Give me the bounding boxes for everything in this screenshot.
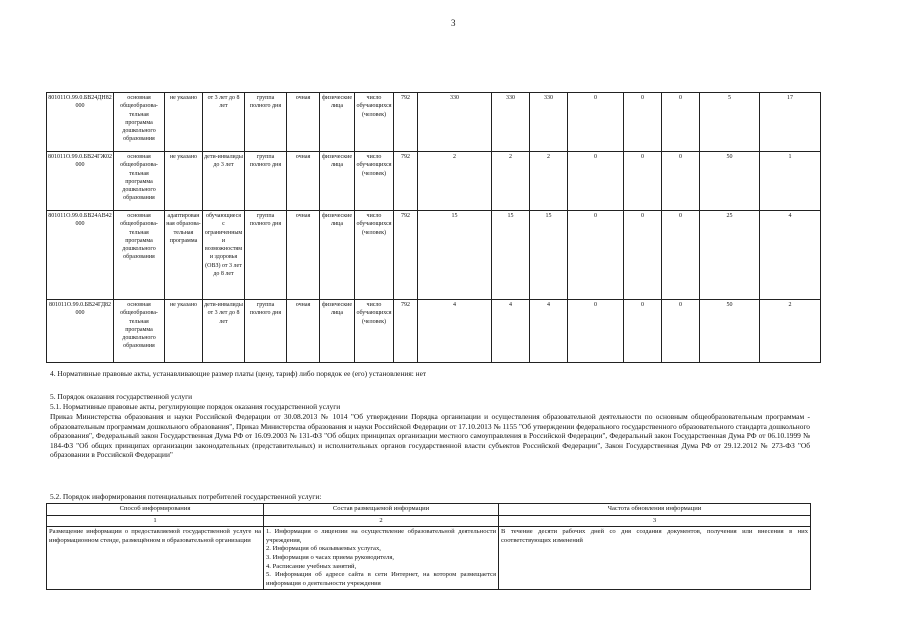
cell-age: дети-инвалиды от 3 лет до 8 лет bbox=[203, 300, 245, 363]
info-header-content: Состав размещаемой информации bbox=[264, 504, 499, 516]
cell-v1: 4 bbox=[418, 300, 492, 363]
cell-v2: 4 bbox=[492, 300, 530, 363]
cell-code: 801011О.99.0.БВ24ДН82000 bbox=[47, 93, 114, 152]
info-frequency-cell: В течение десяти рабочих дней со дня создания документов, получения или внесения в них соответствующих изменений bbox=[499, 527, 811, 590]
info-method-cell: Размещение информации о предоставляемой государственной услуге на информационном стенде, размещённом в образовательной организации bbox=[47, 527, 264, 590]
cell-v5: 0 bbox=[624, 300, 662, 363]
cell-indicator: число обучающихся (человек) bbox=[355, 300, 394, 363]
cell-code: 801011О.99.0.БВ24ГЖ02000 bbox=[47, 152, 114, 211]
cell-persons: физические лица bbox=[320, 211, 355, 300]
cell-v1: 15 bbox=[418, 211, 492, 300]
table-row bbox=[47, 211, 821, 300]
cell-v3: 4 bbox=[530, 300, 568, 363]
cell-age: от 3 лет до 8 лет bbox=[203, 93, 245, 152]
info-col-number: 3 bbox=[499, 515, 811, 527]
service-volume-table bbox=[46, 92, 821, 363]
cell-category: не указано bbox=[165, 152, 203, 211]
cell-v7: 50 bbox=[700, 300, 760, 363]
cell-indicator: число обучающихся (человек) bbox=[355, 152, 394, 211]
section-5-2-title: 5.2. Порядок информирования потенциальных потребителей государственной услуги: bbox=[50, 492, 322, 501]
cell-category: адаптированная образова-тельная программа bbox=[165, 211, 203, 300]
cell-form: очная bbox=[287, 152, 320, 211]
cell-v8: 2 bbox=[760, 300, 821, 363]
cell-v8: 17 bbox=[760, 93, 821, 152]
cell-program: основная общеобразова-тельная программа дошкольного образования bbox=[114, 93, 165, 152]
cell-okei: 792 bbox=[394, 211, 418, 300]
cell-v3: 330 bbox=[530, 93, 568, 152]
cell-v1: 330 bbox=[418, 93, 492, 152]
cell-age: обучающиеся с ограниченными возможностями здоровья (ОВЗ) от 3 лет до 8 лет bbox=[203, 211, 245, 300]
cell-program: основная общеобразова-тельная программа дошкольного образования bbox=[114, 152, 165, 211]
cell-v4: 0 bbox=[568, 152, 624, 211]
cell-v2: 15 bbox=[492, 211, 530, 300]
info-col-number: 1 bbox=[47, 515, 264, 527]
info-content-item: 1. Информация о лицензии на осуществление образовательной деятельности учреждения, bbox=[266, 528, 496, 544]
cell-indicator: число обучающихся (человек) bbox=[355, 93, 394, 152]
cell-persons: физические лица bbox=[320, 300, 355, 363]
cell-v8: 1 bbox=[760, 152, 821, 211]
table-row bbox=[47, 93, 821, 152]
cell-v6: 0 bbox=[662, 152, 700, 211]
info-header-method: Способ информирования bbox=[47, 504, 264, 516]
cell-form: очная bbox=[287, 211, 320, 300]
cell-group: группа полного дня bbox=[245, 152, 287, 211]
cell-group: группа полного дня bbox=[245, 211, 287, 300]
section-5-1-text: Приказ Министерства образования и науки Российской Федерации от 30.08.2013 № 1014 "Об утверждении Порядка организации и осуществления образовательной деятельности по основным общеобразовательным программам - образовательным программам дошкольного образования", Приказ Министерства образования и науки Российской Федерации от 17.10.2013 № 1155 "Об утверждении федерального государственного образовательного стандарта дошкольного образования", Федеральный закон Государственная Дума РФ от 16.09.2003 № 131-ФЗ "Об общих принципах организации местного самоуправления в Российской Федерации", Федеральный закон Государственная Дума РФ от 06.10.1999 № 184-ФЗ "Об общих принципах организации законодательных (представительных) и исполнительных органов государственной власти субъектов Российской Федерации", Закон Государственная Дума РФ от 29.12.2012 № 273-ФЗ "Об образовании в Российской Федерации" bbox=[50, 412, 810, 460]
info-col-number: 2 bbox=[264, 515, 499, 527]
info-content-item: 2. Информация об оказываемых услугах, bbox=[266, 545, 381, 553]
cell-v5: 0 bbox=[624, 211, 662, 300]
cell-v3: 2 bbox=[530, 152, 568, 211]
table-row bbox=[47, 300, 821, 363]
cell-indicator: число обучающихся (человек) bbox=[355, 211, 394, 300]
cell-v5: 0 bbox=[624, 93, 662, 152]
cell-persons: физические лица bbox=[320, 93, 355, 152]
cell-age: дети-инвалиды до 3 лет bbox=[203, 152, 245, 211]
cell-group: группа полного дня bbox=[245, 93, 287, 152]
page-number: 3 bbox=[451, 18, 456, 28]
cell-v3: 15 bbox=[530, 211, 568, 300]
section-4-text: 4. Нормативные правовые акты, устанавливающие размер платы (цену, тариф) либо порядок ее (его) установления: нет bbox=[50, 369, 427, 378]
cell-code: 801011О.99.0.БВ24АВ42000 bbox=[47, 211, 114, 300]
cell-v4: 0 bbox=[568, 93, 624, 152]
cell-okei: 792 bbox=[394, 93, 418, 152]
cell-v7: 50 bbox=[700, 152, 760, 211]
info-content-cell bbox=[264, 527, 499, 590]
cell-v4: 0 bbox=[568, 300, 624, 363]
info-content-item: 4. Расписание учебных занятий, bbox=[266, 562, 357, 570]
cell-v6: 0 bbox=[662, 93, 700, 152]
cell-v2: 330 bbox=[492, 93, 530, 152]
cell-form: очная bbox=[287, 93, 320, 152]
cell-v7: 25 bbox=[700, 211, 760, 300]
cell-v6: 0 bbox=[662, 300, 700, 363]
cell-okei: 792 bbox=[394, 300, 418, 363]
table-row bbox=[47, 152, 821, 211]
cell-v5: 0 bbox=[624, 152, 662, 211]
cell-program: основная общеобразова-тельная программа дошкольного образования bbox=[114, 300, 165, 363]
cell-v6: 0 bbox=[662, 211, 700, 300]
info-content-item: 5. Информация об адресе сайта в сети Интернет, на котором размещается информация о деятельности учреждения bbox=[266, 571, 496, 587]
section-5-1-title: 5.1. Нормативные правовые акты, регулирующие порядок оказания государственной услуги bbox=[50, 402, 341, 411]
cell-okei: 792 bbox=[394, 152, 418, 211]
cell-form: очная bbox=[287, 300, 320, 363]
cell-category: не указано bbox=[165, 93, 203, 152]
info-header-frequency: Частота обновления информации bbox=[499, 504, 811, 516]
cell-group: группа полного дня bbox=[245, 300, 287, 363]
cell-persons: физические лица bbox=[320, 152, 355, 211]
section-5-title: 5. Порядок оказания государственной услуги bbox=[50, 392, 193, 401]
cell-program: основная общеобразова-тельная программа дошкольного образования bbox=[114, 211, 165, 300]
cell-v4: 0 bbox=[568, 211, 624, 300]
cell-v7: 5 bbox=[700, 93, 760, 152]
cell-category: не указано bbox=[165, 300, 203, 363]
information-table bbox=[46, 503, 811, 590]
cell-v8: 4 bbox=[760, 211, 821, 300]
cell-v1: 2 bbox=[418, 152, 492, 211]
info-content-item: 3. Информация о часах приема руководителя, bbox=[266, 553, 395, 561]
cell-v2: 2 bbox=[492, 152, 530, 211]
cell-code: 801011О.99.0.БВ24ГД82000 bbox=[47, 300, 114, 363]
